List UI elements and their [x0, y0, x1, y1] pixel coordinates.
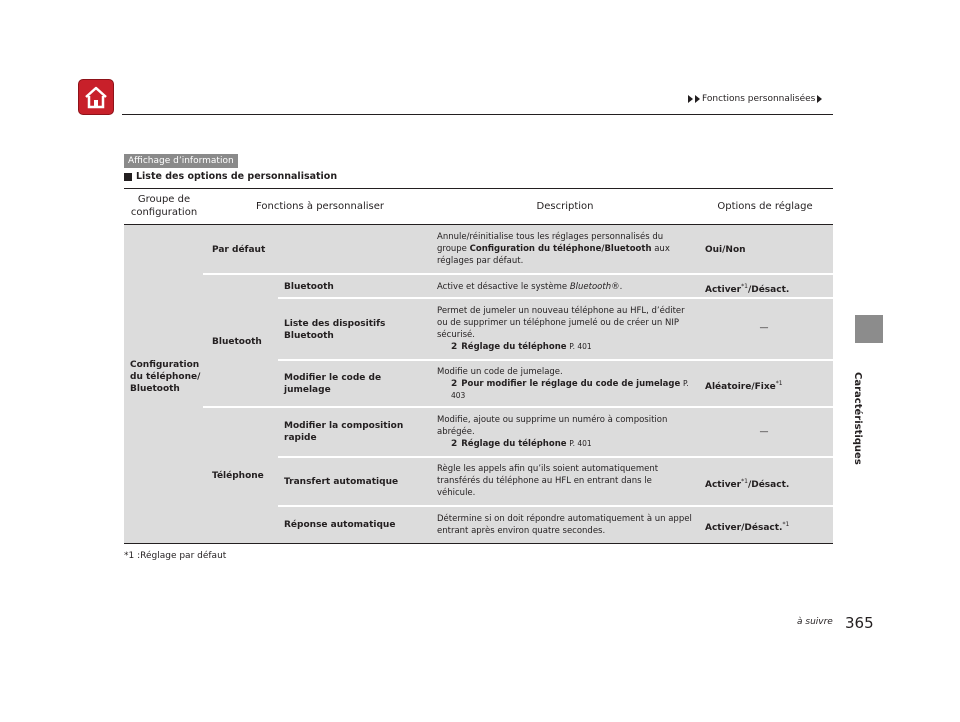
breadcrumb-label: Fonctions personnalisées	[702, 94, 816, 104]
row-separator	[278, 456, 833, 458]
arrow-right-icon	[695, 95, 700, 103]
description-composition-rapide: Modifie, ajoute ou supprime un numéro à composition abrégée. 2 Réglage du téléphone P. 401	[437, 414, 692, 450]
section-title-text: Liste des options de personnalisation	[136, 171, 338, 182]
description-liste-dispositifs: Permet de jumeler un nouveau téléphone au HFL, d’éditer ou de supprimer un téléphone jumelé ou de créer un NIP sécurisé. 2 Réglage du téléphone P. 401	[437, 305, 692, 353]
continued-label: à suivre	[797, 617, 833, 627]
header-rule	[122, 114, 833, 115]
function-transfert-auto: Transfert automatique	[284, 477, 399, 487]
row-separator	[278, 359, 833, 361]
function-bluetooth: Bluetooth	[284, 282, 334, 292]
arrow-right-icon	[688, 95, 693, 103]
row-separator	[203, 406, 833, 408]
table-bottom-rule	[124, 543, 833, 544]
function-code-jumelage: Modifier le code de jumelage	[284, 373, 382, 395]
bullet-square-icon	[124, 173, 132, 181]
page-number: 365	[845, 614, 874, 632]
header-description: Description	[536, 201, 594, 212]
option-transfert-auto: Activer$^{*1}$/Désact.	[705, 478, 790, 490]
section-tag: Affichage d’information	[124, 154, 238, 168]
function-liste-dispositifs: Liste des dispositifs Bluetooth	[284, 319, 386, 341]
description-transfert-auto: Règle les appels afin qu’ils soient automatiquement transférés du téléphone au HFL en entrant dans le véhicule.	[437, 464, 659, 498]
section-title	[124, 171, 337, 182]
group-main: Configuration du téléphone/ Bluetooth	[130, 360, 201, 394]
description-code-jumelage: Modifie un code de jumelage. 2 Pour modifier le réglage du code de jumelage P. 403	[437, 366, 692, 402]
row-separator	[203, 273, 833, 275]
side-tab-label: Caractéristiques	[852, 372, 863, 465]
description-par-defaut: Annule/réinitialise tous les réglages personnalisés du groupe Configuration du téléphone/Bluetooth aux réglages par défaut.	[437, 232, 670, 266]
option-code-jumelage: Aléatoire/Fixe$^{*1}$	[705, 380, 783, 392]
header-functions: Fonctions à personnaliser	[256, 201, 384, 212]
function-reponse-auto: Réponse automatique	[284, 520, 396, 530]
reference-arrow-icon: 2	[451, 439, 458, 449]
reference-arrow-icon: 2	[451, 379, 458, 389]
home-icon	[79, 80, 113, 114]
option-bluetooth: Activer$^{*1}$/Désact.	[705, 283, 790, 295]
arrow-right-icon	[817, 95, 822, 103]
option-reponse-auto: Activer/Désact.$^{*1}$	[705, 521, 790, 533]
row-separator	[278, 505, 833, 507]
row-separator	[278, 297, 833, 299]
option-liste-dispositifs: —	[759, 323, 769, 333]
header-options: Options de réglage	[717, 201, 813, 212]
cross-reference[interactable]: 2 Réglage du téléphone P. 401	[451, 439, 592, 449]
cross-reference[interactable]: 2 Pour modifier le réglage du code de jumelage P. 403	[451, 379, 689, 400]
option-composition-rapide: —	[759, 427, 769, 437]
table-top-rule	[124, 188, 833, 189]
description-reponse-auto: Détermine si on doit répondre automatiquement à un appel entrant après environ quatre secondes.	[437, 514, 692, 536]
side-tab-marker[interactable]	[855, 315, 883, 343]
header-group: Groupe de configuration	[130, 194, 198, 218]
option-par-defaut: Oui/Non	[705, 245, 746, 255]
home-button[interactable]	[78, 79, 114, 115]
group-bluetooth: Bluetooth	[212, 337, 262, 347]
function-composition-rapide: Modifier la composition rapide	[284, 421, 404, 443]
footnote: *1 :Réglage par défaut	[124, 551, 227, 561]
cross-reference[interactable]: 2 Réglage du téléphone P. 401	[451, 342, 592, 352]
group-phone: Téléphone	[212, 471, 264, 481]
breadcrumb[interactable]	[688, 94, 822, 104]
reference-arrow-icon: 2	[451, 342, 458, 352]
description-bluetooth: Active et désactive le système Bluetooth®.	[437, 282, 623, 292]
function-par-defaut: Par défaut	[212, 245, 266, 255]
